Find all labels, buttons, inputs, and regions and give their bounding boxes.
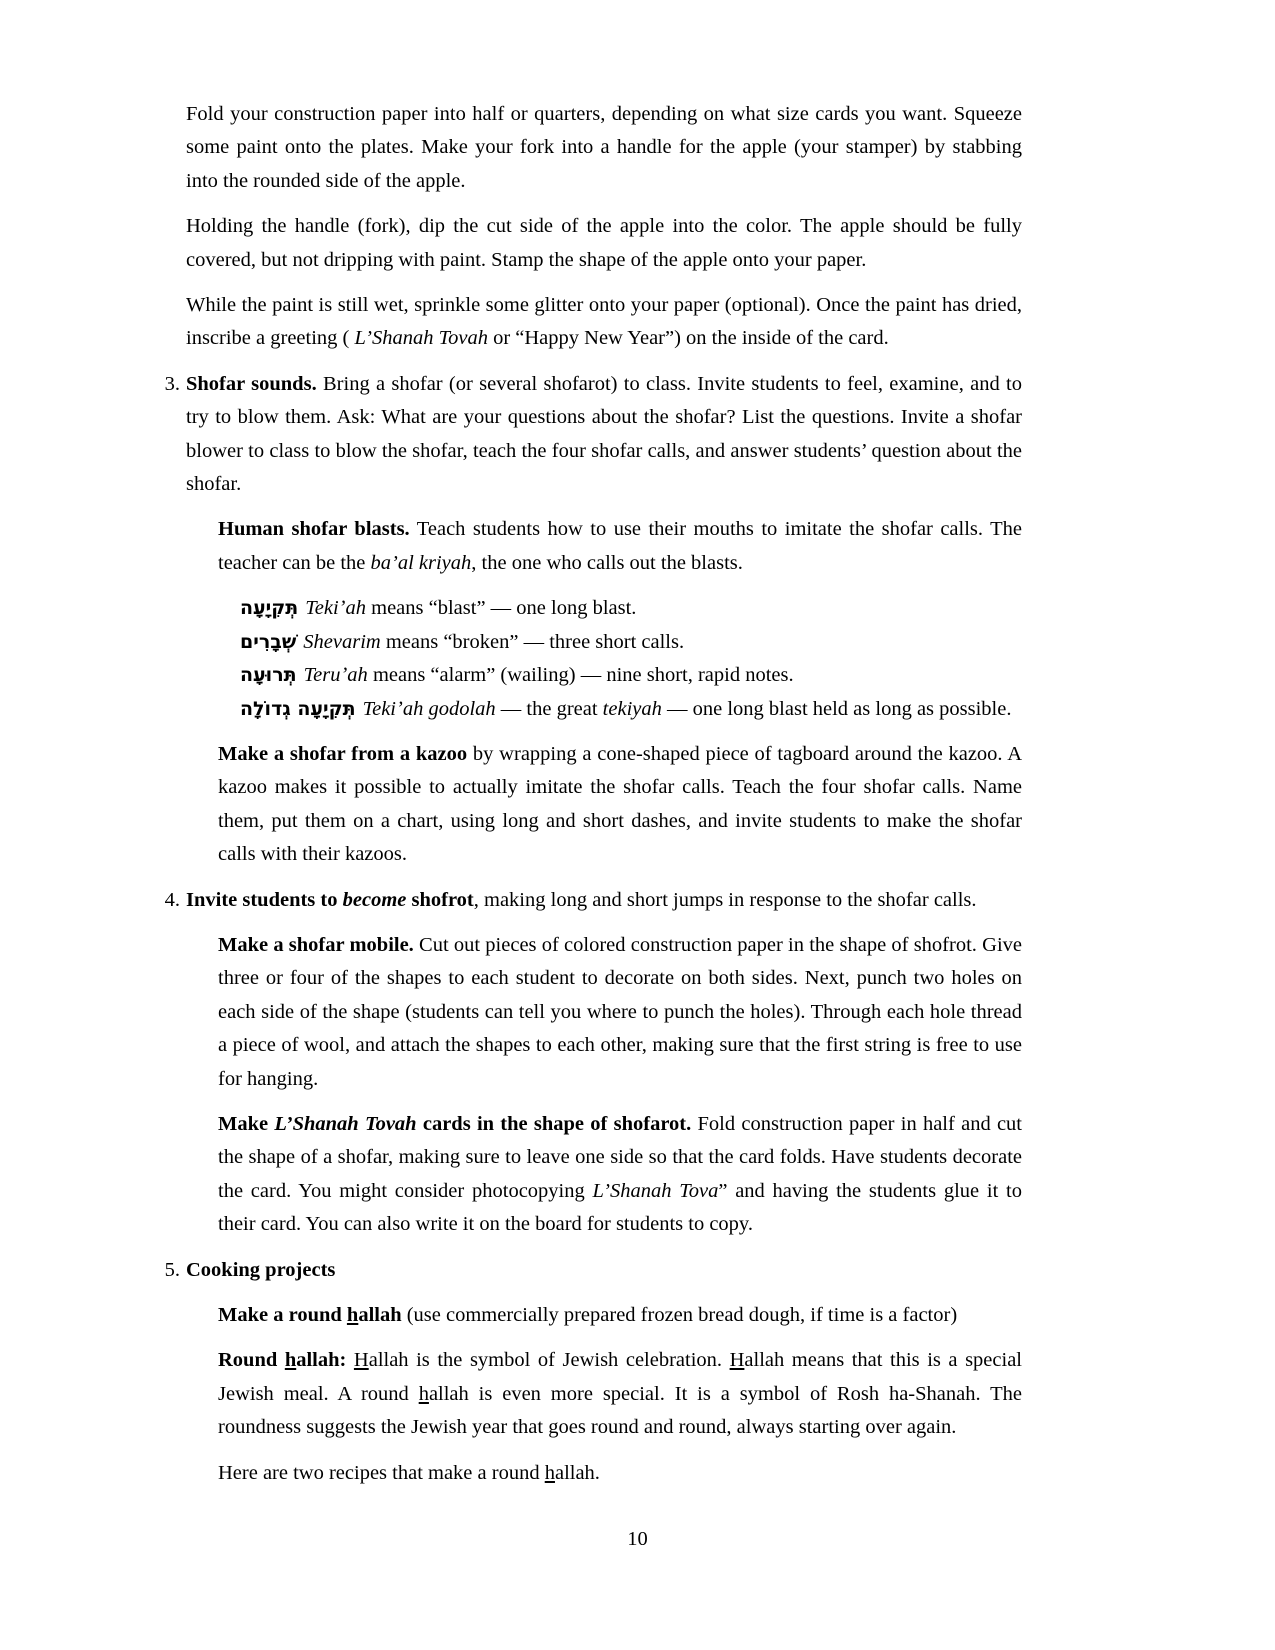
- transliteration-shevarim: Shevarim: [303, 630, 381, 653]
- list-item-number: 5.: [164, 1258, 180, 1281]
- list-item-4-lead-italic: become: [342, 888, 407, 911]
- list-item-4-lead-1: Invite students to: [186, 888, 343, 911]
- shofar-call-teruah: [240, 659, 1022, 692]
- list-item-3-shofar-sounds: [158, 368, 1022, 872]
- list-item-3-body: Bring a shofar (or several shofarot) to class. Invite students to feel, examine, and to try to blow them. Ask: What are your questions about the shofar? List the questions. Invite a shofar blower to class to blow the shofar, teach the four shofar calls, and answer students’ question about the shofar.: [186, 372, 1022, 496]
- paragraph-text-lead: While the paint is still wet, sprinkle some glitter onto your paper (optional). Once the paint has dried, inscribe a greeting (: [186, 294, 1022, 350]
- shofar-call-shevarim-definition: means “broken” — three short calls.: [380, 630, 685, 653]
- list-item-3-text: [186, 368, 1022, 502]
- cards-text-1: Fold construction paper in half and cut the shape of a shofar, making sure to leave one side so that the card folds. Have students decorate the card. You might consider photocopying: [218, 1112, 1022, 1202]
- make-round-hallah-text: (use commercially prepared frozen bread dough, if time is a factor): [401, 1304, 958, 1326]
- list-item-number: 4.: [164, 888, 180, 911]
- make-shofar-from-kazoo-paragraph: [218, 738, 1022, 872]
- human-shofar-blasts-block: [218, 513, 1022, 871]
- shofar-call-godolah-text-1: — the great: [495, 697, 603, 720]
- paragraph-text-tail: or “Happy New Year”) on the inside of the card.: [487, 327, 889, 350]
- list-item-3-lead: Shofar sounds.: [186, 372, 317, 395]
- paragraph-text: Fold your construction paper into half or quarters, depending on what size cards you want. Squeeze some paint onto the plates. Make your fork into a handle for the apple (your stamper) by stabbing into the rounded side of the apple.: [186, 103, 1022, 192]
- page-number: 10: [627, 1528, 648, 1550]
- hebrew-word-shevarim: שְׁבָרִים: [240, 630, 297, 653]
- list-item-5-heading: [186, 1254, 1022, 1287]
- human-shofar-blasts-text-2: , the one who calls out the blasts.: [471, 551, 743, 574]
- transliteration-teruah: Teruʼah: [303, 664, 368, 687]
- cards-text-2: ” and having the students glue it to their card. You can also write it on the board for students to copy.: [218, 1179, 1022, 1236]
- list-item-5-cooking-projects: [158, 1254, 1022, 1490]
- shofar-call-definitions: [240, 592, 1022, 726]
- recipes-intro-text-2: allah.: [554, 1461, 600, 1484]
- underlined-h-glyph: h: [544, 1461, 555, 1484]
- make-round-hallah-lead-1: Make a round: [218, 1304, 347, 1326]
- make-shofar-mobile-block: [218, 929, 1022, 1096]
- list-item-4-become-shofrot: [158, 884, 1022, 1242]
- hebrew-word-teruah: תְּרוּעָה: [240, 664, 297, 687]
- paragraph-text: Holding the handle (fork), dip the cut side of the apple into the color. The apple should be fully covered, but not dripping with paint. Stamp the shape of the apple onto your paper.: [186, 215, 1022, 271]
- round-hallah-text-2: allah means that this is a special Jewish meal. A round: [218, 1349, 1022, 1405]
- shofar-call-tekiah: [240, 592, 1022, 625]
- list-item-4-lead-2: shofrot: [406, 888, 474, 911]
- italic-tekiyah: tekiyah: [602, 697, 662, 720]
- underlined-h-glyph: h: [284, 1349, 297, 1372]
- underlined-h-glyph: H: [353, 1349, 369, 1372]
- transliteration-tekiah: Tekiʼah: [305, 597, 366, 620]
- cooking-projects-lead: Cooking projects: [186, 1258, 336, 1281]
- recipes-intro-paragraph: [218, 1457, 1022, 1490]
- hebrew-word-tekiah-godolah: תְּקִיָעָה גְדוֹלָה: [240, 697, 356, 720]
- round-hallah-text-3: allah is even more special. It is a symbol of Rosh ha-Shanah. The roundness suggests the Jewish year that goes round and round, always starting over again.: [218, 1382, 1022, 1439]
- shofar-call-shevarim: [240, 626, 1022, 659]
- paragraph-glitter-greeting: [186, 289, 1022, 356]
- round-hallah-lead-2: allah:: [296, 1349, 347, 1372]
- underlined-h-glyph: h: [346, 1304, 359, 1326]
- make-shofar-mobile-paragraph: [218, 929, 1022, 1096]
- round-hallah-definition-block: [218, 1344, 1022, 1444]
- list-item-4-text: [186, 884, 1022, 917]
- shofar-call-teruah-definition: means “alarm” (wailing) — nine short, rapid notes.: [367, 664, 794, 687]
- round-hallah-text-1: allah is the symbol of Jewish celebration.: [368, 1349, 730, 1372]
- make-shofar-from-kazoo-lead: Make a shofar from a kazoo: [218, 742, 468, 765]
- cards-lead-2: cards in the shape of shofarot.: [416, 1112, 692, 1135]
- paragraph-holding-handle: [186, 210, 1022, 277]
- round-hallah-lead-1: Round: [218, 1349, 285, 1372]
- round-hallah-definition-paragraph: [218, 1344, 1022, 1444]
- human-shofar-blasts-paragraph: [218, 513, 1022, 580]
- human-shofar-blasts-lead: Human shofar blasts.: [218, 518, 410, 541]
- underlined-h-glyph: H: [729, 1349, 745, 1372]
- page-content: [164, 98, 1022, 1502]
- list-item-number: 3.: [164, 372, 180, 395]
- italic-baal-kriyah: ba’al kriyah: [370, 551, 472, 574]
- make-shofar-from-kazoo-text: by wrapping a cone-shaped piece of tagboard around the kazoo. A kazoo makes it possible to actually imitate the shofar calls. Teach the four shofar calls. Name them, put them on a chart, using long and short dashes, and invite students to make the shofar calls with their kazoos.: [218, 742, 1022, 866]
- make-lshanah-tovah-cards-block: [218, 1108, 1022, 1242]
- recipes-intro-text-1: Here are two recipes that make a round: [218, 1461, 545, 1484]
- underlined-h-glyph: h: [418, 1382, 429, 1405]
- shofar-call-tekiah-definition: means “blast” — one long blast.: [366, 597, 637, 620]
- human-shofar-blasts-text-1: Teach students how to use their mouths to imitate the shofar calls. The teacher can be the: [218, 518, 1022, 574]
- make-shofar-mobile-lead: Make a shofar mobile.: [218, 933, 414, 956]
- shofar-call-godolah-text-2: — one long blast held as long as possible.: [661, 697, 1012, 720]
- make-round-hallah-paragraph: [218, 1299, 1022, 1332]
- hebrew-word-tekiah: תְּקִיָעָה: [240, 597, 299, 620]
- transliteration-tekiah-godolah: Tekiʼah godolah: [362, 697, 496, 720]
- make-lshanah-tovah-cards-paragraph: [218, 1108, 1022, 1242]
- make-round-hallah-block: [218, 1299, 1022, 1332]
- cards-lead-1: Make: [218, 1112, 275, 1135]
- italic-lshanah-tovah: L’Shanah Tovah: [354, 327, 488, 350]
- list-item-4-body: , making long and short jumps in response to the shofar calls.: [473, 888, 977, 911]
- cards-lead-italic: L’Shanah Tovah: [274, 1112, 417, 1135]
- recipes-intro-block: [218, 1457, 1022, 1490]
- paragraph-fold-construction-paper: [186, 98, 1022, 198]
- make-shofar-mobile-text: Cut out pieces of colored construction paper in the shape of shofrot. Give three or four of the shapes to each student to decorate on both sides. Next, punch two holes on each side of the shape (students can tell you where to punch the holes). Through each hole thread a piece of wool, and attach the shapes to each other, making sure that the first string is free to use for hanging.: [218, 933, 1022, 1090]
- italic-lshanah-tova: L’Shanah Tova: [592, 1179, 719, 1202]
- shofar-call-tekiah-godolah: [240, 693, 1022, 726]
- make-round-hallah-lead-2: allah: [358, 1304, 402, 1326]
